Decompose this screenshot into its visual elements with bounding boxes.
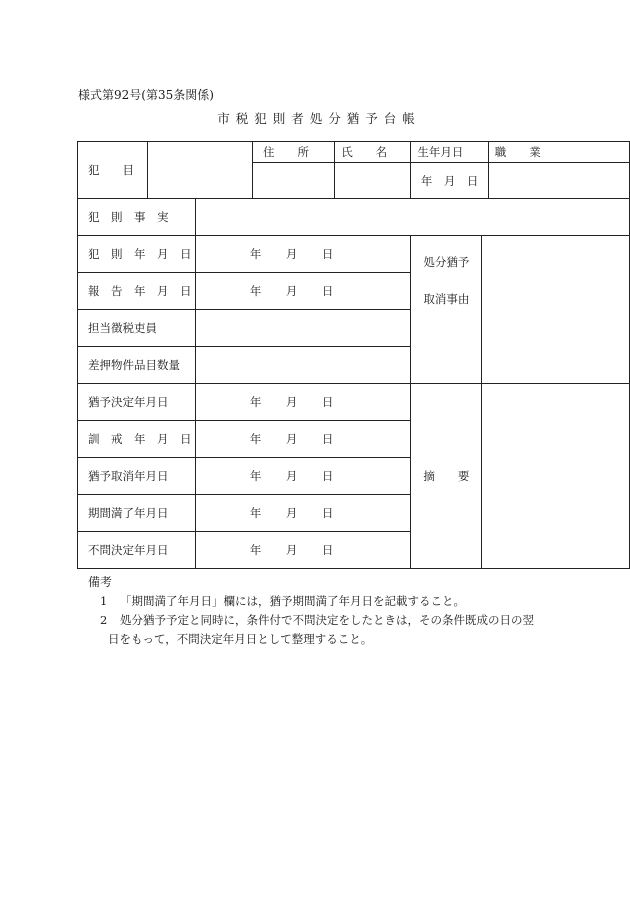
postponement-date-cell[interactable] <box>195 384 411 421</box>
day-label: 日 <box>321 506 334 520</box>
facts-label: 犯 則 事 実 <box>88 210 169 224</box>
lower-row-label-cell <box>78 421 196 458</box>
upper-row-label-cell <box>78 310 196 347</box>
month-label: 月 <box>285 432 298 446</box>
day-label: 日 <box>321 395 334 409</box>
admonition-date-label: 訓 戒 年 月 日 <box>88 432 192 446</box>
officer-label: 担当徴税吏員 <box>88 321 157 335</box>
lower-row-label-cell <box>78 495 196 532</box>
birth-label-cell <box>411 142 488 163</box>
remark-text: 処分猶予予定と同時に，条件付で不問決定をしたときは，その条件既成の日の翌 <box>120 613 534 627</box>
lower-row-label-cell <box>78 532 196 569</box>
day-label: 日 <box>321 247 334 261</box>
remarks-heading: 備考 <box>88 575 113 589</box>
summary-label: 摘 要 <box>423 469 470 483</box>
seized-items-label: 差押物件品目数量 <box>88 358 180 372</box>
year-label: 年 <box>249 506 262 520</box>
upper-row-label-cell <box>78 347 196 384</box>
remark-text: 「期間満了年月日」欄には，猶予期間満了年月日を記載すること。 <box>120 594 465 608</box>
ledger-table <box>77 141 630 569</box>
report-date-cell[interactable] <box>195 273 411 310</box>
period-expiry-date-cell[interactable] <box>195 495 411 532</box>
year-label: 年 <box>249 432 262 446</box>
occupation-label-cell <box>488 142 629 163</box>
remark-text: 日をもって，不問決定年月日として整理すること。 <box>108 632 373 646</box>
form-number: 様式第92号(第35条関係) <box>78 88 214 102</box>
day-label: 日 <box>321 432 334 446</box>
month-label: 月 <box>285 395 298 409</box>
year-label: 年 <box>249 395 262 409</box>
cancel-reason-label-line1: 処分猶予 <box>423 255 470 269</box>
day-label: 日 <box>321 284 334 298</box>
lower-row-label-cell <box>78 384 196 421</box>
facts-value-cell[interactable] <box>195 199 629 236</box>
name-label: 氏 名 <box>341 145 388 159</box>
birth-date-placeholder: 年 月 日 <box>420 173 479 188</box>
offense-date-cell[interactable] <box>195 236 411 273</box>
postponement-cancel-date-cell[interactable] <box>195 458 411 495</box>
year-label: 年 <box>249 469 262 483</box>
postponement-cancel-date-label: 猶予取消年月日 <box>88 469 169 483</box>
offense-value-cell[interactable] <box>147 142 252 199</box>
remark-item-1 <box>100 591 465 611</box>
postponement-date-label: 猶予決定年月日 <box>88 395 169 409</box>
dismissal-date-label: 不問決定年月日 <box>88 543 169 557</box>
cancel-reason-value-cell[interactable] <box>482 236 630 384</box>
facts-label-cell <box>78 199 196 236</box>
occupation-value-cell[interactable] <box>488 163 629 199</box>
name-label-cell <box>335 142 411 163</box>
lower-row-label-cell <box>78 458 196 495</box>
remark-number: 1 <box>100 594 108 608</box>
officer-value-cell[interactable] <box>195 310 411 347</box>
offense-label-cell <box>78 142 148 199</box>
remark-item-2-continued <box>108 629 372 649</box>
year-label: 年 <box>249 247 262 261</box>
period-expiry-date-label: 期間満了年月日 <box>88 506 169 520</box>
upper-row-label-cell <box>78 273 196 310</box>
cancel-reason-label-cell <box>411 236 482 384</box>
year-label: 年 <box>249 543 262 557</box>
dismissal-date-cell[interactable] <box>195 532 411 569</box>
day-label: 日 <box>321 543 334 557</box>
month-label: 月 <box>285 543 298 557</box>
summary-label-cell <box>411 384 482 569</box>
month-label: 月 <box>285 469 298 483</box>
upper-row-label-cell <box>78 236 196 273</box>
admonition-date-cell[interactable] <box>195 421 411 458</box>
remark-item-2 <box>100 610 534 630</box>
address-label-cell <box>253 142 335 163</box>
name-value-cell[interactable] <box>335 163 411 199</box>
day-label: 日 <box>321 469 334 483</box>
year-label: 年 <box>249 284 262 298</box>
month-label: 月 <box>285 247 298 261</box>
seized-items-value-cell[interactable] <box>195 347 411 384</box>
occupation-label: 職 業 <box>494 145 541 159</box>
month-label: 月 <box>285 506 298 520</box>
birth-date-cell[interactable] <box>411 163 488 199</box>
report-date-label: 報 告 年 月 日 <box>88 284 192 298</box>
address-label: 住 所 <box>263 145 310 159</box>
offense-date-label: 犯 則 年 月 日 <box>88 247 192 261</box>
cancel-reason-label-line2: 取消事由 <box>423 292 470 306</box>
offense-label: 犯 目 <box>88 163 134 177</box>
remark-number: 2 <box>100 613 108 627</box>
birth-label: 生年月日 <box>417 145 464 159</box>
address-value-cell[interactable] <box>253 163 335 199</box>
document-title: 市税犯則者処分猶予台帳 <box>217 111 421 126</box>
month-label: 月 <box>285 284 298 298</box>
summary-value-cell[interactable] <box>482 384 630 569</box>
